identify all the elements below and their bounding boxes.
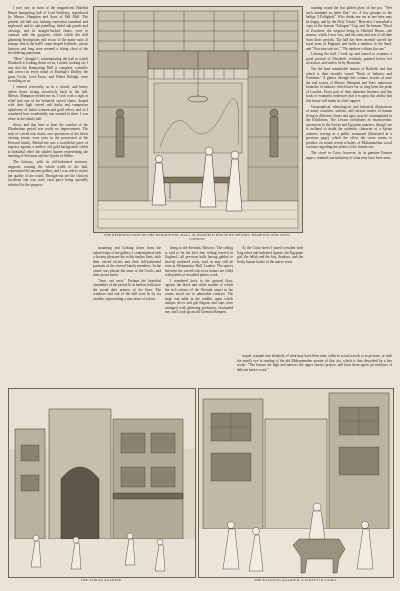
article-paragraph: The balcony, with its old-fashioned staircase, supports, running the whole width of the hall, represented the ancient gallery, and I was told to notice the quality of the wood. Through-out are the choicest Jacobean oak was used, each piece being specially selected for the purpose. bbox=[8, 160, 88, 187]
article-paragraph: sequel, reminds one infinitely of what may have been seen, either in actual travels or in pictures, or with the mind's eye in reading of the old Mohammedan quarter of that city, which is thus described by a late writer: "The houses are high and narrow; the upper storeys project, and from them again jut windows of delicate lattice-work." bbox=[237, 354, 392, 372]
syrian-quarter-illustration bbox=[9, 389, 195, 577]
article-column-4-upper bbox=[237, 246, 303, 350]
banqueting-hall-illustration bbox=[94, 7, 302, 232]
article-paragraph: Leaving the hall, I took up and turned to examine a good portrait of Elizabeth, evidently painted before her accession, and said to be by Bronzino. bbox=[306, 52, 392, 66]
cairo-street-engraving bbox=[198, 388, 394, 578]
bottom-right-caption: THE EGYPTIAN QUARTER: A STREET IN CAIRO bbox=[254, 578, 336, 582]
article-paragraph: At the Cairo street I noted crowded with long robes and turbaned figures, the Egyptian girl, the fellah and the boy, donkeys, and the lively bazaar bustle of the native town. bbox=[237, 246, 303, 264]
article-paragraph: "Sero, sed serio." Perhaps the beautiful chandelier of the period lit in mellow brilliance the proud dark armour of the lines. The windows and oak of the hall were lit by six candles, representing a true sense of colour. bbox=[93, 278, 161, 301]
banqueting-hall-engraving bbox=[93, 6, 303, 233]
article-paragraph: running round the flat gilded glory of the pot. "Wer auch annimmt zu jeder Zeit," etc. A few groupes to die heilige 3 Faltigkeit." Who drinks me out at one time may be happy, and by the Holy Trinity." Here also I remarked a copy of the famous "Eslingen" Cup, and the famous "Bowl of Zouchers, the original being in Hatfield House—the armour, which I now saw, and the arms and sets of all date from those periods. The hall has been recently carved the royal arms of England, and holds a rainbow in her hand, and "Non sine sole iris." "No rainbow without the sun." bbox=[306, 6, 392, 51]
cairo-street-illustration bbox=[199, 389, 393, 577]
article-paragraph: The street in Cairo, however, in its genuine Eastern aspect, reminds one infinitely of what may have been seen. bbox=[306, 151, 392, 160]
bottom-left-caption: THE SYRIAN QUARTER bbox=[80, 578, 122, 582]
article-paragraph: I wandered back to the ground floor, against the black and white marble of which the rich colours of the Oriental carpet in the centre stood out in admirable contrast. The large oak table in the middle, upon which antique silver and gilt flagons and cups were arranged with glittering profusion, fascinated me, and I took up an old German Humpen. bbox=[165, 278, 233, 315]
top-figure-caption: THE REPRODUCTION OF THE BANQUETING HALL AT HATFIELD HOUSE BY MESSRS. HAMPTON AND SONS, LONDON bbox=[103, 233, 291, 241]
article-paragraph: "Here," thought I, contemplating the hall in which Elizabeth is looking down on us, I noted, looking on, I saw that the Banqueting Hall is complete, scientific and correct in every detail of Burleigh's Dudley, the great Cecils, Lord Essex, and Walter Raleigh, were crowding on us. bbox=[8, 56, 88, 84]
syrian-quarter-engraving bbox=[8, 388, 196, 578]
article-paragraph: Geographical, ethnological, and historical illustrations of many countries, nations, and various modes of human living in different climes and ages, may be contemplated in the Exhibition. The Levant contributes its characteristic specimens in the Syrian and Egyptian quarters, though one is inclined to doubt the authentic character of a Syrian waitress serving at a public restaurant (illustrated in a previous page), which the effect the scene seems to produce on sound recent scholars of Mohammedan social customs regarding the affairs of the female sex. bbox=[306, 104, 392, 150]
article-paragraph: Not the least remarkable feature of Hatfield, and that which is their recently issued "Book of Industry and Furniture." A glance through this volume reveals at once the real source of Messrs. Hampton and Sons' numerous branches of industry which have for so long been the pride of London. Every part of their immense business and this book of examples evidences that it is upon this ability that this house will retain its chief support. bbox=[306, 67, 392, 103]
article-paragraph: down, and that here at least the comfort of the Elizabethan period was really no improvement. The rush of carved oak chairs, rare specimens of the finest carving extant, were once in the possession of the Howard family. Behind me was a wonderful piece of tapestry against a mellow old gold background which in beautiful relief the shaded figures representing the meeting of Solomon and the Queen of Sheba. bbox=[8, 122, 88, 159]
article-column-2 bbox=[93, 246, 161, 384]
article-paragraph: I now saw in front of the magnificent Hatfield House banqueting hall of Lord Salisbury, reproduced by Messrs. Hampton and Sons of Pall Mall. The present old hall was looking somewhat tarnished and neglected, and its oak panelling, faded oak panels and carvings, and its straight-backed chairs, were in contrast with the gorgeous whole which the dull gleaming breastplates and visors of the many suits of armour which the hall's stone-shaped halberds, whose lustrous and long stare seemed a fitting close of the bewildering panorama. bbox=[8, 6, 88, 55]
article-paragraph: being in the Kremlin, Moscow. The ceiling is said to be the first fine ceiling erected in England—all previous halls having gabled or heavily timbered roofs, such as may still be seen in Westminster Hall, London. The spaces between the carved oak-cross beams are filled with panels of moulded plaster work. bbox=[165, 246, 233, 277]
article-column-1-top bbox=[8, 6, 88, 386]
article-column-3 bbox=[165, 246, 233, 384]
article-column-4 bbox=[237, 354, 392, 384]
article-paragraph: mounting and looking down from the oaken ledge of the gallery, I contemplated with a dreamy pleasure the richly timber lines, with their carved niches and their full-fashioned portraits of the several family members. In the centre was placed the arms of the Cecils, and their proud motto. bbox=[93, 246, 161, 277]
article-column-5 bbox=[306, 6, 392, 351]
article-paragraph: I entered reverently, as in a church, and heavy oaken doors swung noiselessly back in the hall. Messrs. Hampton invited me in. I took with a sigh of relief into one of the beautiful carved chairs, draped with their high carved oak backs and sumptuous upholstery of faded crimson and gold velvet, and so I wandered how wonderfully one seemed to there. I was alone in the stately hall. bbox=[8, 85, 88, 121]
